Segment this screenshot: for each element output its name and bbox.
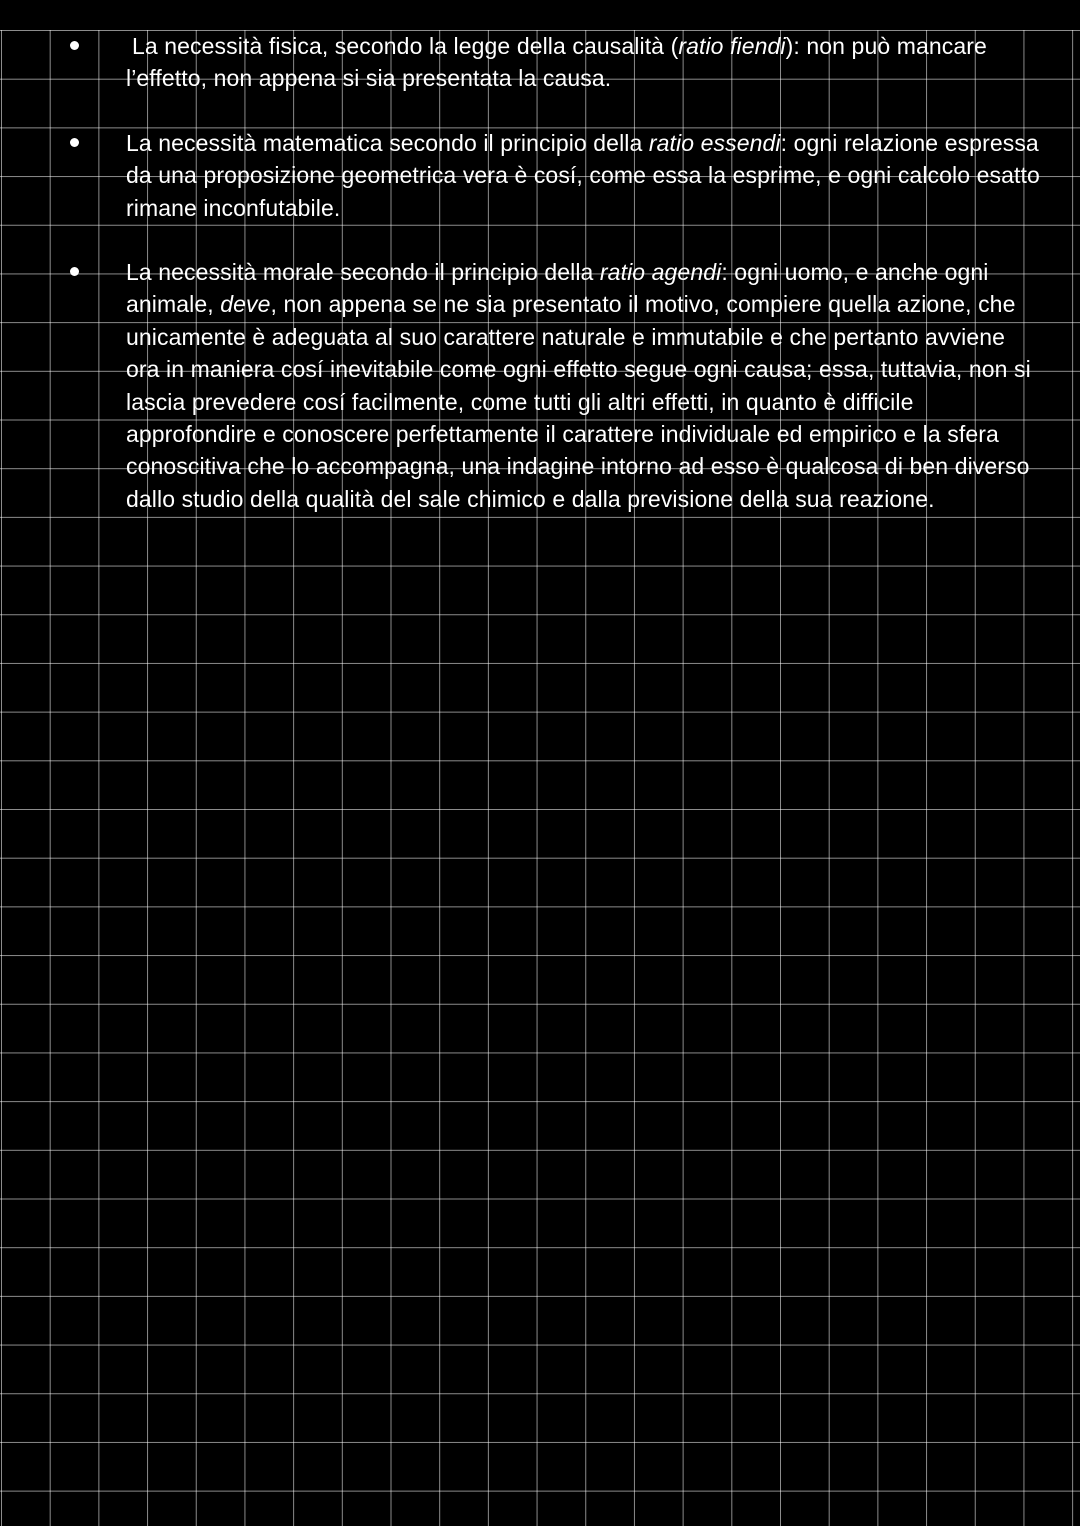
list-item <box>0 256 1080 515</box>
bullet-icon <box>70 41 79 50</box>
bullet-icon <box>70 267 79 276</box>
italic-term: ratio essendi <box>648 129 781 156</box>
bullet-icon <box>70 138 79 147</box>
italic-term: ratio fiendi <box>678 33 786 59</box>
list-item <box>0 127 1080 224</box>
top-margin <box>0 0 1080 30</box>
italic-term: deve <box>220 291 271 318</box>
list-item-text: La necessità morale secondo il principio della ratio agendi: ogni uomo, e anche ogni animale, deve, non appena se ne sia presentato il motivo, compiere quella azione, che unicamente è adeguata al suo carattere naturale e immutabile e che pertanto avviene ora in maniera cosí inevitabile come ogni effetto segue ogni causa; essa, tuttavia, non si lascia prevedere cosí facilmente, come tutti gli altri effetti, in quanto è difficile approfondire e conoscere perfettamente il carattere individuale ed empirico e la sfera conoscitiva che lo accompagna, una indagine intorno ad esso è qualcosa di ben diverso dallo studio della qualità del sale chimico e dalla previsione della sua reazione. <box>126 259 1031 512</box>
italic-term: ratio agendi <box>599 259 722 286</box>
list-item-text: La necessità fisica, secondo la legge della causalità (ratio fiendi): non può mancare l’effetto, non appena si sia presentata la causa. <box>126 33 987 92</box>
list-item <box>0 30 1080 95</box>
list-item-text: La necessità matematica secondo il principio della ratio essendi: ogni relazione espressa da una proposizione geometrica vera è cosí, come essa la esprime, e ogni calcolo esatto rimane inconfutabile. <box>126 129 1040 221</box>
bullet-list <box>0 30 1080 515</box>
